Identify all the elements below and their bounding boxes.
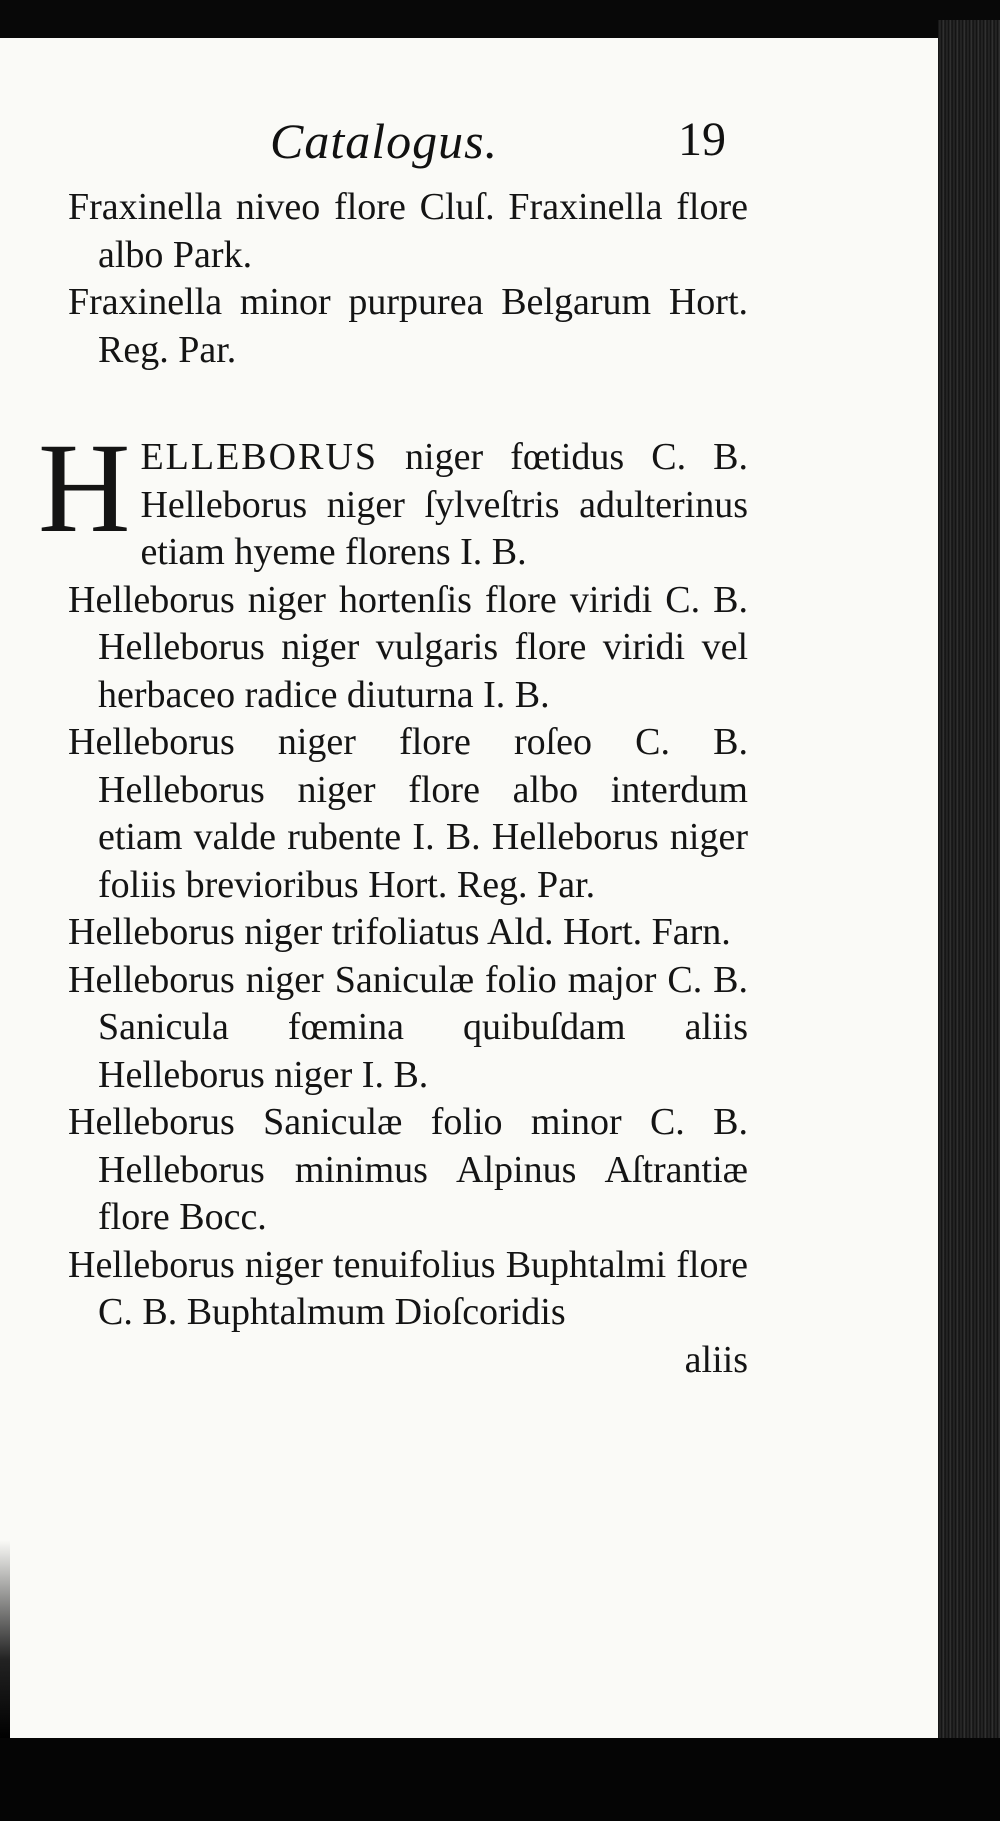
catalog-entry: Helleborus niger hortenſis flore viridi C. B. Helleborus niger vulgaris flore viridi vel herbaceo radice diuturna I. B. (68, 578, 748, 716)
catalog-entry: Helleborus niger tenuifolius Buphtalmi flore C. B. Buphtalmum Dioſcoridis (68, 1243, 748, 1333)
catalog-entry: Helleborus niger flore roſeo C. B. Helleborus niger flore albo interdum etiam valde rubente I. B. Helleborus niger foliis brevioribus Hort. Reg. Par. (68, 721, 748, 906)
catalog-entry: Helleborus niger Saniculæ folio major C. B. Sanicula fœmina quibuſdam aliis Helleborus niger I. B. (68, 958, 748, 1096)
catalog-entry: Fraxinella niveo flore Cluſ. Fraxinella flore albo Park. (68, 186, 748, 276)
catalog-entry-helleborus (38, 417, 748, 577)
page-edge (938, 20, 1000, 1780)
entry-heading: ELLEBORUS (140, 436, 378, 478)
catalog-entry: Helleborus Saniculæ folio minor C. B. Helleborus minimus Alpinus Aſtrantiæ flore Bocc. (68, 1101, 748, 1238)
page-header (0, 112, 938, 182)
drop-cap-initial: H (38, 417, 131, 559)
running-title: Catalogus. (270, 113, 499, 169)
page-number: 19 (678, 113, 726, 166)
catalog-text (38, 184, 748, 1384)
section-gap (68, 374, 748, 434)
scan-left-shadow (0, 1540, 10, 1740)
catalog-entry: Helleborus niger trifoliatus Ald. Hort. Farn. (68, 911, 731, 953)
catalog-entry: Fraxinella minor purpurea Belgarum Hort. Reg. Par. (68, 281, 748, 371)
entry-text: niger fœtidus C. B. Helleborus niger ſylveſtris adulterinus etiam hyeme florens I. B. (140, 436, 748, 573)
scan-bottom-border (0, 1738, 1000, 1821)
catchword: aliis (684, 1338, 748, 1381)
scan-top-border (0, 0, 1000, 40)
